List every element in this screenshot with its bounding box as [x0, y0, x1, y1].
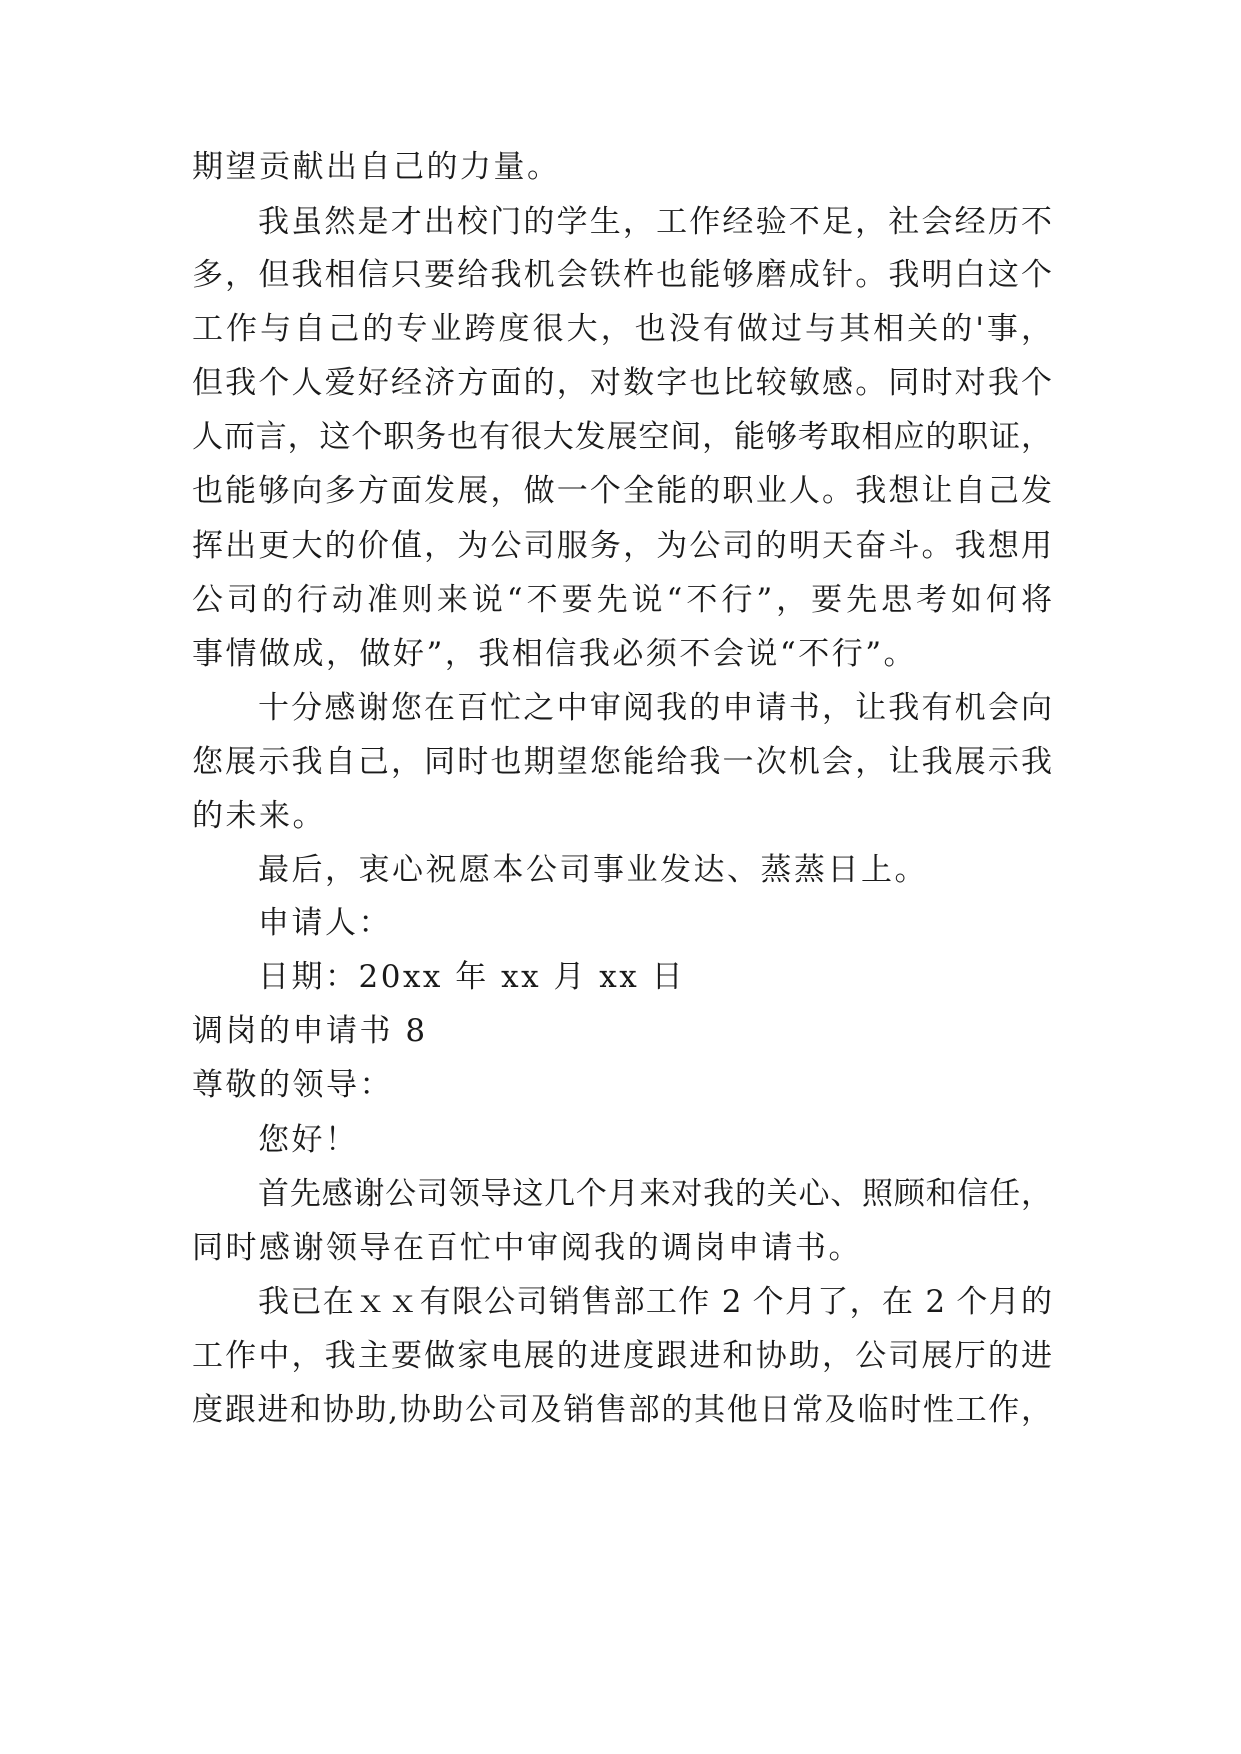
text-line: 度跟进和协助,协助公司及销售部的其他日常及临时性工作，	[192, 1392, 1052, 1428]
text-line: 调岗的申请书 8	[192, 1013, 428, 1049]
text-line: 最后，衷心祝愿本公司事业发达、蒸蒸日上。	[258, 852, 928, 888]
text-line: 您展示我自己，同时也期望您能给我一次机会，让我展示我	[192, 744, 1052, 780]
text-line: 日期：20xx 年 xx 月 xx 日	[258, 959, 686, 995]
text-line: 但我个人爱好经济方面的，对数字也比较敏感。同时对我个	[192, 365, 1052, 401]
text-line: 尊敬的领导：	[192, 1067, 393, 1103]
text-line: 事情做成，做好”，我相信我必须不会说“不行”。	[192, 636, 918, 672]
text-line: 公司的行动准则来说“不要先说“不行”，要先思考如何将	[192, 582, 1052, 618]
text-line: 我已在ｘｘ有限公司销售部工作 2 个月了，在 2 个月的	[258, 1284, 1052, 1320]
text-line: 您好！	[258, 1122, 359, 1158]
text-line: 首先感谢公司领导这几个月来对我的关心、照顾和信任，	[258, 1176, 1052, 1212]
text-line: 申请人：	[258, 905, 392, 941]
text-line: 挥出更大的价值，为公司服务，为公司的明天奋斗。我想用	[192, 528, 1052, 564]
text-line: 工作中，我主要做家电展的进度跟进和协助，公司展厅的进	[192, 1338, 1052, 1374]
text-line: 十分感谢您在百忙之中审阅我的申请书，让我有机会向	[258, 690, 1052, 726]
text-line: 也能够向多方面发展，做一个全能的职业人。我想让自己发	[192, 473, 1052, 509]
text-line: 我虽然是才出校门的学生，工作经验不足，社会经历不	[258, 204, 1052, 240]
text-line: 人而言，这个职务也有很大发展空间，能够考取相应的职证，	[192, 419, 1052, 455]
text-line: 工作与自己的专业跨度很大，也没有做过与其相关的'事，	[192, 311, 1052, 347]
text-line: 期望贡献出自己的力量。	[192, 149, 561, 185]
text-line: 同时感谢领导在百忙中审阅我的调岗申请书。	[192, 1230, 862, 1266]
text-line: 的未来。	[192, 798, 326, 834]
text-line: 多，但我相信只要给我机会铁杵也能够磨成针。我明白这个	[192, 257, 1052, 293]
